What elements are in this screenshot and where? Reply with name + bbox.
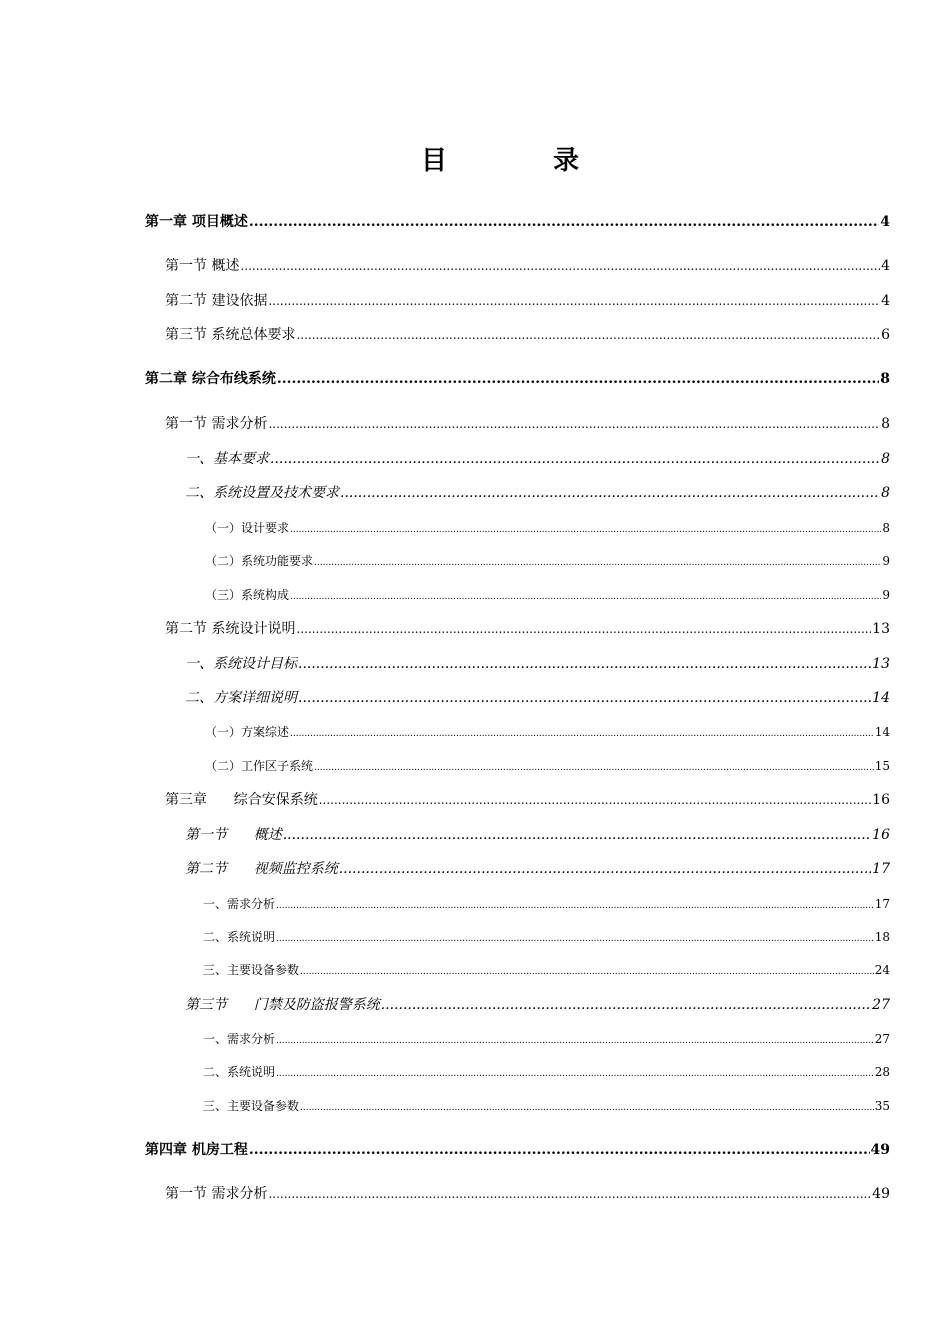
- toc-entry-label: 一、需求分析: [203, 1032, 276, 1046]
- toc-entry[interactable]: [185, 828, 890, 842]
- toc-entry-label: 第一节 概述: [185, 827, 282, 843]
- toc-entry-page: 8: [881, 485, 890, 501]
- toc-entry-page: 4: [881, 258, 890, 274]
- toc-entry[interactable]: [145, 215, 890, 229]
- toc-entry-page: 6: [881, 327, 890, 343]
- toc-entry-page: 35: [874, 1099, 890, 1113]
- toc-entry-page: 4: [881, 293, 890, 309]
- toc-entry-page: 27: [872, 997, 890, 1013]
- toc-entry-label: 第一节 概述: [165, 258, 240, 274]
- toc-leader-dots: [300, 1104, 874, 1113]
- toc-entry-page: 18: [874, 930, 890, 944]
- toc-entry-label: （一）设计要求: [205, 521, 290, 535]
- toc-entry[interactable]: [205, 726, 890, 739]
- toc-entry-page: 8: [882, 521, 890, 535]
- toc-entry[interactable]: [165, 294, 890, 308]
- toc-entry[interactable]: [165, 622, 890, 636]
- toc-entry-page: 27: [874, 1032, 890, 1046]
- toc-entry-label: 第四章 机房工程: [145, 1142, 248, 1158]
- toc-entry-label: 三、主要设备参数: [203, 963, 300, 977]
- toc-leader-dots: [339, 862, 871, 876]
- toc-entry[interactable]: [185, 691, 890, 705]
- toc-leader-dots: [276, 1037, 874, 1046]
- toc-leader-dots: [381, 998, 871, 1012]
- toc-leader-dots: [283, 828, 871, 842]
- toc-leader-dots: [268, 1188, 871, 1200]
- toc-entry-label: （二）工作区子系统: [205, 759, 314, 773]
- toc-entry-label: 三、主要设备参数: [203, 1099, 300, 1113]
- toc-leader-dots: [270, 452, 880, 466]
- toc-leader-dots: [277, 372, 879, 386]
- toc-leader-dots: [296, 329, 880, 341]
- toc-leader-dots: [296, 623, 871, 635]
- toc-leader-dots: [290, 526, 881, 535]
- toc-entry-page: 49: [872, 1186, 890, 1202]
- toc-entry-label: 二、方案详细说明: [185, 690, 297, 706]
- toc-entry-label: 第二节 视频监控系统: [185, 861, 338, 877]
- toc-leader-dots: [249, 1143, 870, 1157]
- toc-entry-page: 8: [881, 416, 890, 432]
- toc-entry-page: 28: [874, 1065, 890, 1079]
- toc-entry[interactable]: [203, 898, 890, 911]
- toc-entry-page: 14: [872, 690, 890, 706]
- toc-entry[interactable]: [185, 486, 890, 500]
- toc-entry-label: 第二章 综合布线系统: [145, 371, 276, 387]
- toc-leader-dots: [276, 902, 874, 911]
- toc-entry[interactable]: [203, 1033, 890, 1046]
- toc-leader-dots: [314, 559, 881, 568]
- toc-leader-dots: [276, 1070, 874, 1079]
- toc-entry[interactable]: [165, 259, 890, 273]
- toc-entry[interactable]: [165, 1187, 890, 1201]
- toc-entry-page: 9: [882, 588, 890, 602]
- toc-entry[interactable]: [205, 760, 890, 773]
- toc-entry[interactable]: [185, 657, 890, 671]
- toc-entry-label: （三）系统构成: [205, 588, 290, 602]
- toc-entry-page: 4: [880, 214, 890, 230]
- toc-entry[interactable]: [205, 555, 890, 568]
- toc-entry-page: 9: [882, 554, 890, 568]
- toc-entry[interactable]: [185, 998, 890, 1012]
- toc-entry-label: 第一节 需求分析: [165, 1186, 268, 1202]
- toc-entry-page: 8: [880, 371, 890, 387]
- toc-entry[interactable]: [185, 862, 890, 876]
- toc-leader-dots: [249, 215, 879, 229]
- toc-entry-page: 49: [870, 1142, 890, 1158]
- toc-leader-dots: [298, 691, 871, 705]
- toc-entry-page: 17: [872, 861, 890, 877]
- toc-entry-label: 第一节 需求分析: [165, 416, 268, 432]
- toc-leader-dots: [290, 730, 874, 739]
- toc-leader-dots: [290, 593, 881, 602]
- toc-entry-label: 二、系统设置及技术要求: [185, 485, 339, 501]
- toc-leader-dots: [268, 418, 880, 430]
- toc-entry-page: 24: [874, 963, 890, 977]
- toc-entry-page: 8: [881, 451, 890, 467]
- toc-entry[interactable]: [205, 589, 890, 602]
- toc-entry-label: （一）方案综述: [205, 725, 290, 739]
- toc-leader-dots: [276, 935, 874, 944]
- toc-entry[interactable]: [165, 793, 890, 807]
- toc-leader-dots: [240, 260, 880, 272]
- toc-entry-label: 第三章 综合安保系统: [165, 792, 318, 808]
- toc-leader-dots: [268, 295, 880, 307]
- toc-leader-dots: [300, 968, 874, 977]
- toc-entry[interactable]: [203, 931, 890, 944]
- toc-entry[interactable]: [165, 328, 890, 342]
- toc-entry-label: 第三节 系统总体要求: [165, 327, 296, 343]
- toc-entry[interactable]: [145, 1143, 890, 1157]
- toc-entry-label: 二、系统说明: [203, 1065, 276, 1079]
- toc-entry-page: 16: [872, 827, 890, 843]
- toc-entry[interactable]: [205, 522, 890, 535]
- toc-leader-dots: [298, 657, 871, 671]
- toc-entry-label: 一、基本要求: [185, 451, 269, 467]
- toc-entry[interactable]: [145, 372, 890, 386]
- toc-entry-label: 一、系统设计目标: [185, 656, 297, 672]
- toc-leader-dots: [319, 794, 871, 806]
- toc-entry-label: 第三节 门禁及防盗报警系统: [185, 997, 380, 1013]
- toc-entry[interactable]: [185, 452, 890, 466]
- toc-entry[interactable]: [165, 417, 890, 431]
- toc-entry-page: 13: [872, 656, 890, 672]
- toc-entry-label: 第二节 建设依据: [165, 293, 268, 309]
- toc-title: 目 录: [420, 146, 619, 176]
- toc-entry-page: 13: [872, 621, 890, 637]
- toc-leader-dots: [340, 486, 880, 500]
- toc-leader-dots: [314, 764, 874, 773]
- toc-entry-page: 14: [874, 725, 890, 739]
- toc-entry-page: 15: [874, 759, 890, 773]
- toc-entry-label: 第一章 项目概述: [145, 214, 248, 230]
- toc-entry[interactable]: [203, 1066, 890, 1079]
- toc-entry-label: （二）系统功能要求: [205, 554, 314, 568]
- toc-entry[interactable]: [203, 1100, 890, 1113]
- toc-entry-label: 一、需求分析: [203, 897, 276, 911]
- toc-entry-page: 17: [874, 897, 890, 911]
- toc-entry-label: 第二节 系统设计说明: [165, 621, 296, 637]
- toc-entry-page: 16: [872, 792, 890, 808]
- toc-entry[interactable]: [203, 964, 890, 977]
- toc-entry-label: 二、系统说明: [203, 930, 276, 944]
